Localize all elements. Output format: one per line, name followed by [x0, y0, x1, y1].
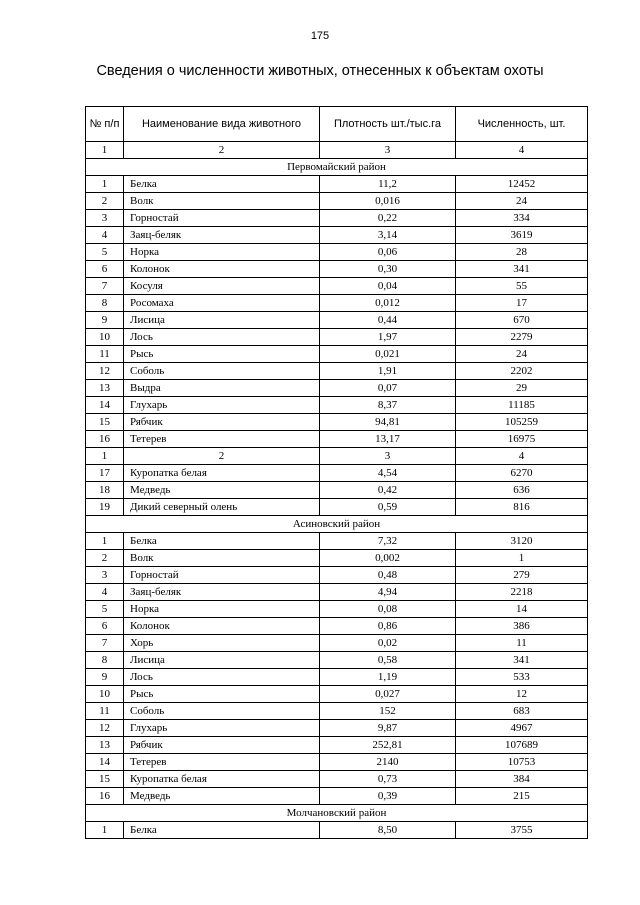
column-number-cell: 3 [320, 142, 456, 159]
count-cell: 10753 [456, 754, 588, 771]
species-name-cell: Горностай [124, 210, 320, 227]
density-cell: 0,027 [320, 686, 456, 703]
row-number-cell: 6 [86, 618, 124, 635]
density-cell: 0,021 [320, 346, 456, 363]
table-row [86, 414, 588, 431]
density-cell: 4,94 [320, 584, 456, 601]
count-cell: 386 [456, 618, 588, 635]
header-species-name: Наименование вида животного [124, 107, 320, 142]
table-row [86, 465, 588, 482]
density-cell: 0,73 [320, 771, 456, 788]
row-number-cell: 4 [86, 227, 124, 244]
row-number-cell: 1 [86, 822, 124, 839]
species-name-cell: Норка [124, 601, 320, 618]
table-row [86, 686, 588, 703]
density-cell: 94,81 [320, 414, 456, 431]
count-cell: 11185 [456, 397, 588, 414]
count-cell: 12 [456, 686, 588, 703]
table-row [86, 176, 588, 193]
count-cell: 2218 [456, 584, 588, 601]
column-number-row [86, 142, 588, 159]
row-number-cell: 18 [86, 482, 124, 499]
count-cell: 215 [456, 788, 588, 805]
density-cell: 0,86 [320, 618, 456, 635]
row-number-cell: 19 [86, 499, 124, 516]
count-cell: 670 [456, 312, 588, 329]
header-density: Плотность шт./тыс.га [320, 107, 456, 142]
count-cell: 2202 [456, 363, 588, 380]
section-header-row [86, 159, 588, 176]
row-number-cell: 7 [86, 278, 124, 295]
count-cell: 341 [456, 652, 588, 669]
table-row [86, 329, 588, 346]
species-name-cell: Белка [124, 822, 320, 839]
density-cell: 152 [320, 703, 456, 720]
table-row [86, 550, 588, 567]
species-name-cell: Рысь [124, 686, 320, 703]
table-row [86, 363, 588, 380]
table-row [86, 669, 588, 686]
row-number-cell: 13 [86, 737, 124, 754]
density-cell: 0,07 [320, 380, 456, 397]
density-cell: 13,17 [320, 431, 456, 448]
count-cell: 683 [456, 703, 588, 720]
column-number-cell: 3 [320, 448, 456, 465]
density-cell: 0,58 [320, 652, 456, 669]
count-cell: 816 [456, 499, 588, 516]
count-cell: 107689 [456, 737, 588, 754]
table-row [86, 380, 588, 397]
density-cell: 4,54 [320, 465, 456, 482]
density-cell: 9,87 [320, 720, 456, 737]
table-row [86, 567, 588, 584]
species-name-cell: Глухарь [124, 720, 320, 737]
count-cell: 334 [456, 210, 588, 227]
species-name-cell: Тетерев [124, 754, 320, 771]
header-count: Численность, шт. [456, 107, 588, 142]
density-cell: 1,19 [320, 669, 456, 686]
row-number-cell: 12 [86, 720, 124, 737]
row-number-cell: 1 [86, 533, 124, 550]
species-name-cell: Глухарь [124, 397, 320, 414]
count-cell: 533 [456, 669, 588, 686]
species-name-cell: Медведь [124, 788, 320, 805]
count-cell: 1 [456, 550, 588, 567]
species-name-cell: Белка [124, 533, 320, 550]
count-cell: 14 [456, 601, 588, 618]
density-cell: 1,91 [320, 363, 456, 380]
table-body [86, 142, 588, 839]
table-row [86, 771, 588, 788]
row-number-cell: 9 [86, 669, 124, 686]
density-cell: 0,59 [320, 499, 456, 516]
density-cell: 7,32 [320, 533, 456, 550]
row-number-cell: 14 [86, 397, 124, 414]
table-row [86, 703, 588, 720]
species-name-cell: Волк [124, 193, 320, 210]
column-number-cell: 2 [124, 448, 320, 465]
row-number-cell: 16 [86, 431, 124, 448]
count-cell: 2279 [456, 329, 588, 346]
species-name-cell: Норка [124, 244, 320, 261]
count-cell: 16975 [456, 431, 588, 448]
density-cell: 0,06 [320, 244, 456, 261]
table-row [86, 397, 588, 414]
density-cell: 8,37 [320, 397, 456, 414]
density-cell: 0,02 [320, 635, 456, 652]
table-row [86, 295, 588, 312]
table-header [86, 107, 588, 142]
table-row [86, 822, 588, 839]
row-number-cell: 3 [86, 567, 124, 584]
count-cell: 12452 [456, 176, 588, 193]
species-name-cell: Куропатка белая [124, 465, 320, 482]
table-row [86, 635, 588, 652]
row-number-cell: 11 [86, 703, 124, 720]
table-row [86, 618, 588, 635]
table-row [86, 312, 588, 329]
count-cell: 4967 [456, 720, 588, 737]
table-row [86, 210, 588, 227]
count-cell: 11 [456, 635, 588, 652]
density-cell: 11,2 [320, 176, 456, 193]
row-number-cell: 17 [86, 465, 124, 482]
header-number: № п/п [86, 107, 124, 142]
table-row [86, 584, 588, 601]
animal-population-table [85, 106, 588, 839]
species-name-cell: Лисица [124, 312, 320, 329]
count-cell: 105259 [456, 414, 588, 431]
table-row [86, 788, 588, 805]
species-name-cell: Лисица [124, 652, 320, 669]
count-cell: 28 [456, 244, 588, 261]
table-row [86, 193, 588, 210]
species-name-cell: Куропатка белая [124, 771, 320, 788]
count-cell: 6270 [456, 465, 588, 482]
density-cell: 0,30 [320, 261, 456, 278]
section-title: Асиновский район [86, 516, 588, 533]
table-row [86, 652, 588, 669]
table-row [86, 227, 588, 244]
table-row [86, 482, 588, 499]
density-cell: 3,14 [320, 227, 456, 244]
column-number-cell: 2 [124, 142, 320, 159]
document-title: Сведения о численности животных, отнесенных к объектам охоты [96, 63, 544, 79]
table-row [86, 244, 588, 261]
row-number-cell: 16 [86, 788, 124, 805]
column-number-cell: 1 [86, 448, 124, 465]
section-title: Молчановский район [86, 805, 588, 822]
species-name-cell: Рябчик [124, 737, 320, 754]
species-name-cell: Росомаха [124, 295, 320, 312]
table-row [86, 720, 588, 737]
species-name-cell: Белка [124, 176, 320, 193]
column-number-cell: 4 [456, 142, 588, 159]
count-cell: 17 [456, 295, 588, 312]
count-cell: 384 [456, 771, 588, 788]
table-row [86, 499, 588, 516]
density-cell: 0,016 [320, 193, 456, 210]
section-title: Первомайский район [86, 159, 588, 176]
table-row [86, 346, 588, 363]
count-cell: 3120 [456, 533, 588, 550]
species-name-cell: Тетерев [124, 431, 320, 448]
count-cell: 29 [456, 380, 588, 397]
density-cell: 2140 [320, 754, 456, 771]
table-row [86, 431, 588, 448]
row-number-cell: 8 [86, 295, 124, 312]
density-cell: 0,44 [320, 312, 456, 329]
density-cell: 0,04 [320, 278, 456, 295]
density-cell: 0,012 [320, 295, 456, 312]
table-row [86, 601, 588, 618]
table-row [86, 533, 588, 550]
row-number-cell: 4 [86, 584, 124, 601]
section-header-row [86, 516, 588, 533]
species-name-cell: Лось [124, 669, 320, 686]
density-cell: 0,002 [320, 550, 456, 567]
row-number-cell: 2 [86, 193, 124, 210]
density-cell: 0,39 [320, 788, 456, 805]
species-name-cell: Заяц-беляк [124, 227, 320, 244]
count-cell: 636 [456, 482, 588, 499]
count-cell: 55 [456, 278, 588, 295]
row-number-cell: 11 [86, 346, 124, 363]
species-name-cell: Волк [124, 550, 320, 567]
density-cell: 0,08 [320, 601, 456, 618]
table-row [86, 737, 588, 754]
species-name-cell: Лось [124, 329, 320, 346]
count-cell: 279 [456, 567, 588, 584]
count-cell: 3619 [456, 227, 588, 244]
species-name-cell: Выдра [124, 380, 320, 397]
species-name-cell: Хорь [124, 635, 320, 652]
species-name-cell: Рысь [124, 346, 320, 363]
section-header-row [86, 805, 588, 822]
species-name-cell: Соболь [124, 363, 320, 380]
row-number-cell: 5 [86, 244, 124, 261]
count-cell: 24 [456, 193, 588, 210]
species-name-cell: Колонок [124, 261, 320, 278]
species-name-cell: Дикий северный олень [124, 499, 320, 516]
count-cell: 3755 [456, 822, 588, 839]
table-row [86, 754, 588, 771]
column-number-cell: 4 [456, 448, 588, 465]
row-number-cell: 15 [86, 414, 124, 431]
table-row [86, 278, 588, 295]
table-row [86, 261, 588, 278]
species-name-cell: Медведь [124, 482, 320, 499]
species-name-cell: Косуля [124, 278, 320, 295]
density-cell: 252,81 [320, 737, 456, 754]
row-number-cell: 10 [86, 686, 124, 703]
density-cell: 0,22 [320, 210, 456, 227]
row-number-cell: 12 [86, 363, 124, 380]
header-row [86, 107, 588, 142]
row-number-cell: 1 [86, 176, 124, 193]
count-cell: 341 [456, 261, 588, 278]
row-number-cell: 10 [86, 329, 124, 346]
density-cell: 1,97 [320, 329, 456, 346]
species-name-cell: Рябчик [124, 414, 320, 431]
species-name-cell: Колонок [124, 618, 320, 635]
row-number-cell: 2 [86, 550, 124, 567]
column-number-cell: 1 [86, 142, 124, 159]
page-number: 175 [310, 30, 330, 42]
row-number-cell: 14 [86, 754, 124, 771]
row-number-cell: 3 [86, 210, 124, 227]
species-name-cell: Соболь [124, 703, 320, 720]
row-number-cell: 13 [86, 380, 124, 397]
row-number-cell: 5 [86, 601, 124, 618]
species-name-cell: Заяц-беляк [124, 584, 320, 601]
row-number-cell: 9 [86, 312, 124, 329]
row-number-cell: 7 [86, 635, 124, 652]
density-cell: 0,42 [320, 482, 456, 499]
row-number-cell: 8 [86, 652, 124, 669]
density-cell: 8,50 [320, 822, 456, 839]
table-row [86, 448, 588, 465]
row-number-cell: 6 [86, 261, 124, 278]
count-cell: 24 [456, 346, 588, 363]
density-cell: 0,48 [320, 567, 456, 584]
species-name-cell: Горностай [124, 567, 320, 584]
row-number-cell: 15 [86, 771, 124, 788]
